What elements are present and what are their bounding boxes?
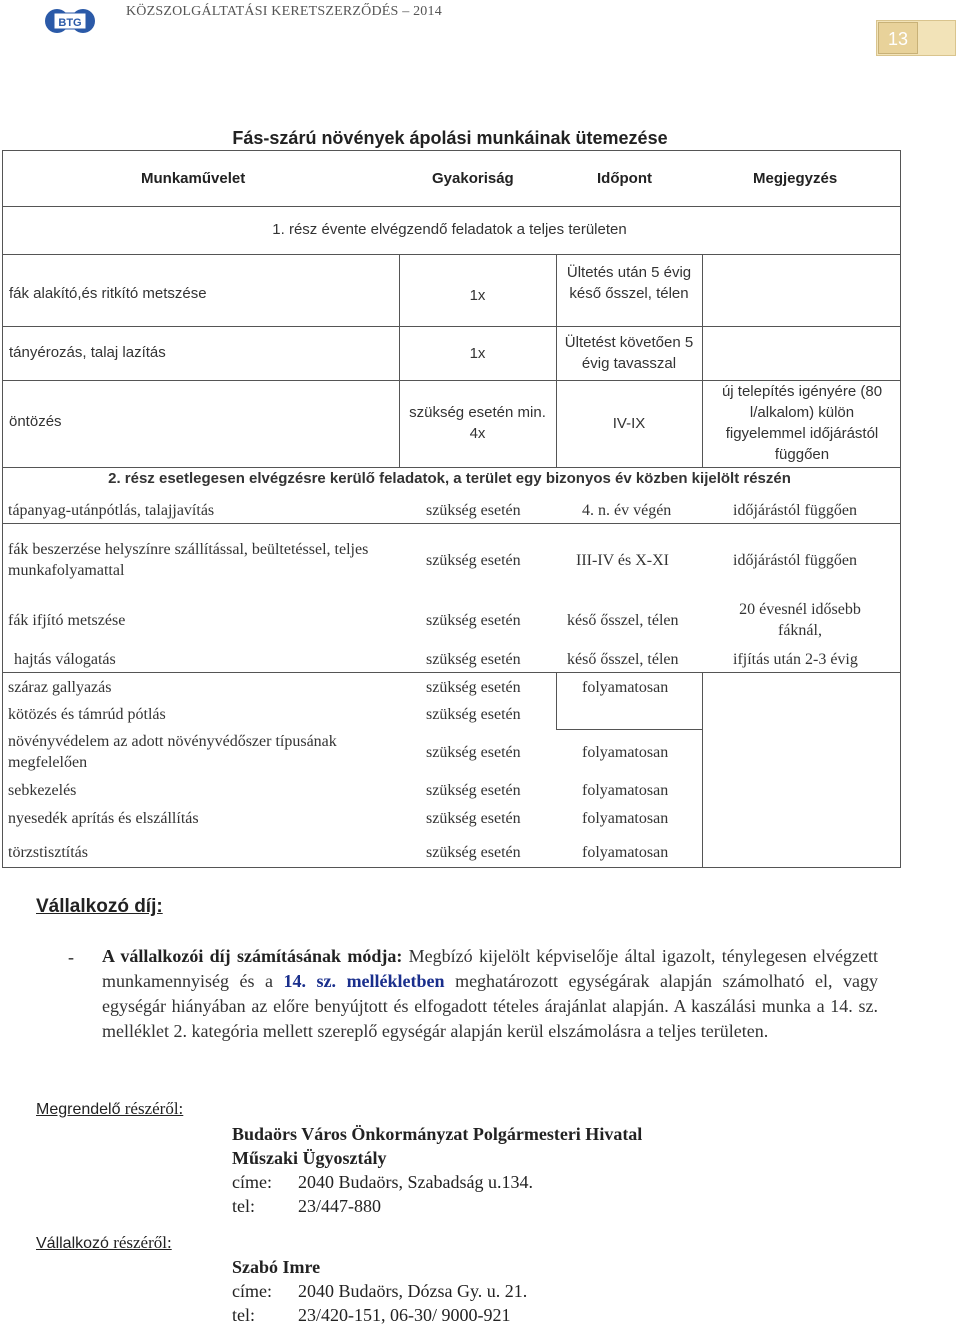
column-header-time: Időpont: [597, 170, 652, 187]
page-number: 13: [878, 22, 918, 54]
row-divider: [556, 729, 702, 730]
table-cell-frequency: 1x: [469, 287, 486, 304]
table-cell-time: késő ősszel, télen: [567, 612, 679, 629]
table-cell-frequency: szükség esetén: [426, 612, 521, 629]
client-block: [232, 1122, 642, 1218]
table-cell-task: fák alakító,és ritkító metszése: [9, 285, 207, 302]
table-cell-frequency: szükség esetén: [426, 706, 521, 723]
table-cell-task: öntözés: [9, 413, 62, 430]
table-cell-frequency: szükség esetén: [426, 844, 521, 861]
column-divider: [702, 254, 703, 468]
table-cell-time: IV-IX: [612, 415, 646, 432]
table-cell-time: késő ősszel, télen: [567, 651, 679, 668]
table-cell-task: hajtás válogatás: [14, 651, 116, 668]
header-title: KÖZSZOLGÁLTATÁSI KERETSZERZŐDÉS – 2014: [126, 4, 442, 19]
client-name: Budaörs Város Önkormányzat Polgármesteri Hivatal: [232, 1124, 643, 1144]
table-cell-task: növényvédelem az adott növényvédőszer típusának megfelelően: [8, 733, 337, 771]
column-header-task: Munkaművelet: [141, 170, 246, 187]
table-cell-task: száraz gallyazás: [8, 679, 112, 696]
table-cell-note: ifjítás után 2-3 évig: [733, 651, 858, 668]
table-cell-task: sebkezelés: [8, 782, 77, 799]
column-divider: [702, 672, 703, 868]
client-tel: 23/447-880: [298, 1196, 381, 1216]
column-header-note: Megjegyzés: [753, 170, 838, 187]
list-dash: -: [68, 947, 74, 967]
table-cell-time: folyamatosan: [582, 782, 669, 799]
annex-reference-word: mellékletben: [346, 971, 445, 991]
table-cell-time: 4. n. év végén: [582, 502, 672, 519]
contractor-tel: 23/420-151, 06-30/ 9000-921: [298, 1305, 511, 1325]
table-cell-time: folyamatosan: [582, 844, 669, 861]
annex-reference: 14. sz.: [283, 971, 337, 991]
fee-lead: A vállalkozói díj számításának módja:: [102, 946, 403, 966]
row-divider: [2, 326, 901, 327]
section-title-part2: 2. rész esetlegesen elvégzésre kerülő feladatok, a terület egy bizonyos év közben kijelölt részén: [108, 470, 791, 487]
table-cell-time: III-IV és X-XI: [576, 552, 669, 569]
contractor-address: 2040 Budaörs, Dózsa Gy. u. 21.: [298, 1281, 528, 1301]
client-role-label: Megrendelő részéről:: [36, 1099, 184, 1118]
table-cell-time: folyamatosan: [582, 810, 669, 827]
table-cell-time: folyamatosan: [582, 679, 669, 696]
client-address-line: címe: 2040 Budaörs, Szabadság u.134.: [232, 1172, 533, 1192]
table-cell-frequency: szükség esetén: [426, 810, 521, 827]
table-cell-frequency: szükség esetén: [426, 651, 521, 668]
table-cell-frequency: 1x: [469, 345, 486, 362]
table-cell-task: törzstisztítás: [8, 844, 88, 861]
table-divider: [2, 254, 901, 255]
company-logo: [44, 4, 96, 38]
row-divider: [2, 672, 901, 673]
table-cell-frequency: szükség esetén: [426, 744, 521, 761]
fee-paragraph: [102, 944, 878, 1044]
table-cell-frequency: szükség esetén: [426, 679, 521, 696]
table-cell-time: Ültetést követően 5 évig tavasszal: [564, 334, 694, 372]
client-department: Műszaki Ügyosztály: [232, 1148, 387, 1168]
table-cell-task: tányérozás, talaj lazítás: [9, 344, 166, 361]
table-cell-task: fák ifjító metszése: [8, 612, 126, 629]
table-cell-frequency: szükség esetén min. 4x: [409, 404, 546, 442]
table-divider: [2, 206, 901, 207]
fee-text-1: Megbízó kijelölt képviselője által igazolt, ténylegesen elvégzett munkamennyiség és a: [102, 946, 878, 991]
table-cell-task: nyesedék aprítás és elszállítás: [8, 810, 199, 827]
document-title: Fás-szárú növények ápolási munkáinak ütemezése: [232, 128, 668, 148]
section-title-part1: 1. rész évente elvégzendő feladatok a teljes területen: [272, 221, 627, 238]
client-tel-line: tel: 23/447-880: [232, 1196, 381, 1216]
table-cell-task: tápanyag-utánpótlás, talajjavítás: [8, 502, 215, 519]
logo-text: BTG: [58, 17, 82, 29]
table-cell-frequency: szükség esetén: [426, 502, 521, 519]
contractor-role-label: Vállalkozó részéről:: [36, 1233, 172, 1252]
table-cell-note: időjárástól függően: [733, 502, 857, 519]
contractor-address-line: címe: 2040 Budaörs, Dózsa Gy. u. 21.: [232, 1281, 528, 1301]
table-cell-frequency: szükség esetén: [426, 552, 521, 569]
table-cell-time: folyamatosan: [582, 744, 669, 761]
column-header-frequency: Gyakoriság: [432, 170, 514, 187]
table-cell-time: Ültetés után 5 évig késő ősszel, télen: [566, 264, 692, 302]
column-divider: [556, 672, 557, 729]
table-cell-note: 20 évesnél idősebb fáknál,: [739, 601, 861, 639]
fee-title: Vállalkozó díj:: [36, 896, 163, 917]
column-divider: [556, 254, 557, 468]
contractor-block: [232, 1255, 527, 1327]
contractor-name: Szabó Imre: [232, 1257, 321, 1277]
table-cell-frequency: szükség esetén: [426, 782, 521, 799]
table-cell-note: időjárástól függően: [733, 552, 857, 569]
row-divider: [2, 523, 901, 524]
client-address: 2040 Budaörs, Szabadság u.134.: [298, 1172, 533, 1192]
contractor-tel-line: tel: 23/420-151, 06-30/ 9000-921: [232, 1305, 511, 1325]
table-cell-task: fák beszerzése helyszínre szállítással, beültetéssel, teljes munkafolyamattal: [8, 541, 369, 579]
table-cell-task: kötözés és támrúd pótlás: [8, 706, 166, 723]
table-cell-note: új telepítés igényére (80 l/alkalom) külön figyelemmel időjárástól függően: [721, 383, 883, 463]
fee-text-2: meghatározott egységárak alapján számolható el, vagy egységár hiányában az előre benyújtott és elfogadott tételes árajánlat alapján. A kaszálási munka a 14. sz. melléklet 2. kategória mellett szereplő egységár alapján kerül elszámolásra a teljes területen.: [102, 971, 878, 1041]
